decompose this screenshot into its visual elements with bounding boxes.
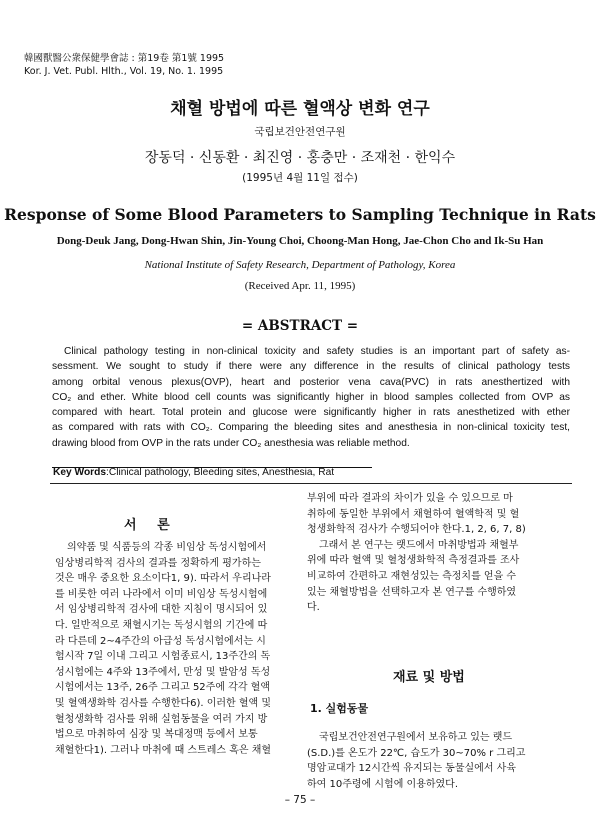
intro-line: 의약품 및 식품등의 각종 비임상 독성시험에서 bbox=[67, 542, 267, 553]
abstract-line: sessment. We sought to study if there were any difference in the results of clinical pathology tests bbox=[52, 361, 570, 373]
abstract-line: as compared with rats with CO₂. Comparing the bleeding sites and anesthesia in non-clinical toxicity test, bbox=[52, 422, 570, 434]
intro-line: 다. 일반적으로 채혈시기는 독성시험의 기간에 따 bbox=[55, 619, 268, 631]
intro-line: 혈청생화학 검사를 위해 실험동물을 여러 가지 방 bbox=[55, 713, 268, 725]
intro-line: 라 다른데 2~4주간의 아급성 독성시험에서는 시 bbox=[55, 635, 266, 647]
methods-line: (S.D.)를 온도가 22℃, 습도가 30~70% r 그리고 bbox=[307, 747, 526, 759]
intro-line: 다. bbox=[307, 602, 320, 614]
journal-citation bbox=[24, 52, 224, 78]
title-english: Response of Some Blood Parameters to Sampling Technique in Rats bbox=[4, 205, 596, 224]
methods-line: 국립보건안전연구원에서 보유하고 있는 랫드 bbox=[319, 732, 513, 743]
keywords-list: :Clinical pathology, Bleeding sites, Anesthesia, Rat bbox=[106, 467, 335, 478]
intro-line: 청생화학적 검사가 수행되어야 한다.1, 2, 6, 7, 8) bbox=[307, 524, 526, 536]
abstract-line: among orbital venous plexus(OVP), heart and posterior vena cava(PVC) in rats anesthertized with bbox=[52, 376, 570, 388]
institution-korean: 국립보건안전연구원 bbox=[254, 126, 346, 138]
methods-body bbox=[307, 730, 555, 792]
methods-heading: 재료 및 방법 bbox=[393, 670, 465, 685]
institution-english: National Institute of Safety Research, Department of Pathology, Korea bbox=[144, 259, 456, 271]
abstract-line: drawing blood from OVP in the rats under CO₂ anesthesia was reliable method. bbox=[52, 437, 410, 449]
intro-line: 비교하여 간편하고 재현성있는 측정치를 얻을 수 bbox=[307, 570, 517, 582]
keywords-label: Key Words bbox=[53, 467, 107, 478]
intro-line: 임상병리학적 검사의 결과를 정확하게 평가하는 bbox=[55, 557, 261, 569]
intro-line: 법으로 마취하여 심장 및 복대정맥 등에서 보통 bbox=[55, 729, 258, 741]
abstract-line: Clinical pathology testing in non-clinical toxicity and safety studies is an important part of safety as- bbox=[64, 346, 570, 357]
abstract-line: compared with heart. Total protein and glucose were significantly higher in rats anesthetized with ether bbox=[52, 407, 570, 419]
received-date-english: (Received Apr. 11, 1995) bbox=[244, 280, 356, 292]
intro-continuation bbox=[307, 491, 555, 616]
abstract-line: CO₂ and ether. White blood cell counts was significantly higher in blood samples collected from OVP as bbox=[52, 391, 570, 403]
keywords bbox=[53, 467, 334, 478]
authors-korean: 장동덕 · 신동환 · 최진영 · 홍충만 · 조재천 · 한익수 bbox=[144, 150, 456, 166]
intro-line: 있는 채혈방법을 선택하고자 본 연구를 수행하였 bbox=[307, 586, 517, 598]
methods-line: 하여 10주령에 시험에 이용하였다. bbox=[307, 778, 459, 790]
intro-line: 위에 따라 혈액 및 혈청생화학적 측정결과를 조사 bbox=[307, 555, 520, 567]
page-number: – 75 – bbox=[284, 794, 316, 806]
methods-line: 명암교대가 12시간씩 유지되는 동물실에서 사육 bbox=[307, 763, 516, 775]
journal-line-en: Kor. J. Vet. Publ. Hlth., Vol. 19, No. 1. 1995 bbox=[24, 66, 224, 77]
keywords-divider bbox=[50, 483, 572, 484]
intro-line: 부위에 따라 결과의 차이가 있을 수 있으므로 마 bbox=[307, 493, 513, 504]
intro-line: 것은 매우 중요한 요소이다1, 9). 따라서 우리나라 bbox=[55, 573, 271, 585]
intro-line: 험시작 7일 이내 그리고 시험종료시, 13주간의 독 bbox=[55, 651, 271, 663]
intro-line: 취하에 동일한 부위에서 채혈하여 혈액학적 및 혈 bbox=[307, 508, 520, 520]
title-korean: 채혈 방법에 따른 혈액상 변화 연구 bbox=[170, 99, 430, 119]
received-date-korean: (1995년 4월 11일 접수) bbox=[242, 172, 358, 184]
intro-line: 서 임상병리학적 검사에 대한 지침이 명시되어 있 bbox=[55, 604, 268, 616]
intro-body bbox=[55, 540, 285, 758]
intro-heading: 서 론 bbox=[124, 518, 178, 533]
intro-line: 성시험에는 4주와 13주에서, 만성 및 발암성 독성 bbox=[55, 666, 271, 678]
authors-english: Dong-Deuk Jang, Dong-Hwan Shin, Jin-Young Choi, Choong-Man Hong, Jae-Chon Cho and Ik-Su Han bbox=[56, 235, 544, 247]
journal-line-ko: 韓國獸醫公衆保健學會誌 : 第19卷 第1號 1995 bbox=[24, 53, 225, 64]
methods-subheading: 1. 실험동물 bbox=[310, 702, 369, 715]
abstract-body bbox=[52, 344, 570, 451]
intro-line: 채혈한다1). 그러나 마취에 때 스트레스 혹은 채혈 bbox=[55, 744, 272, 756]
intro-line: 시험에서는 13주, 26주 그리고 52주에 각각 혈액 bbox=[55, 682, 270, 694]
intro-line: 그래서 본 연구는 랫드에서 마취방법과 채혈부 bbox=[319, 539, 519, 551]
abstract-heading: = ABSTRACT = bbox=[241, 318, 359, 334]
intro-line: 및 혈액생화학 검사를 수행한다6). 이러한 혈액 및 bbox=[55, 697, 272, 709]
intro-line: 를 비롯한 여러 나라에서 이미 비임상 독성시험에 bbox=[55, 588, 268, 600]
